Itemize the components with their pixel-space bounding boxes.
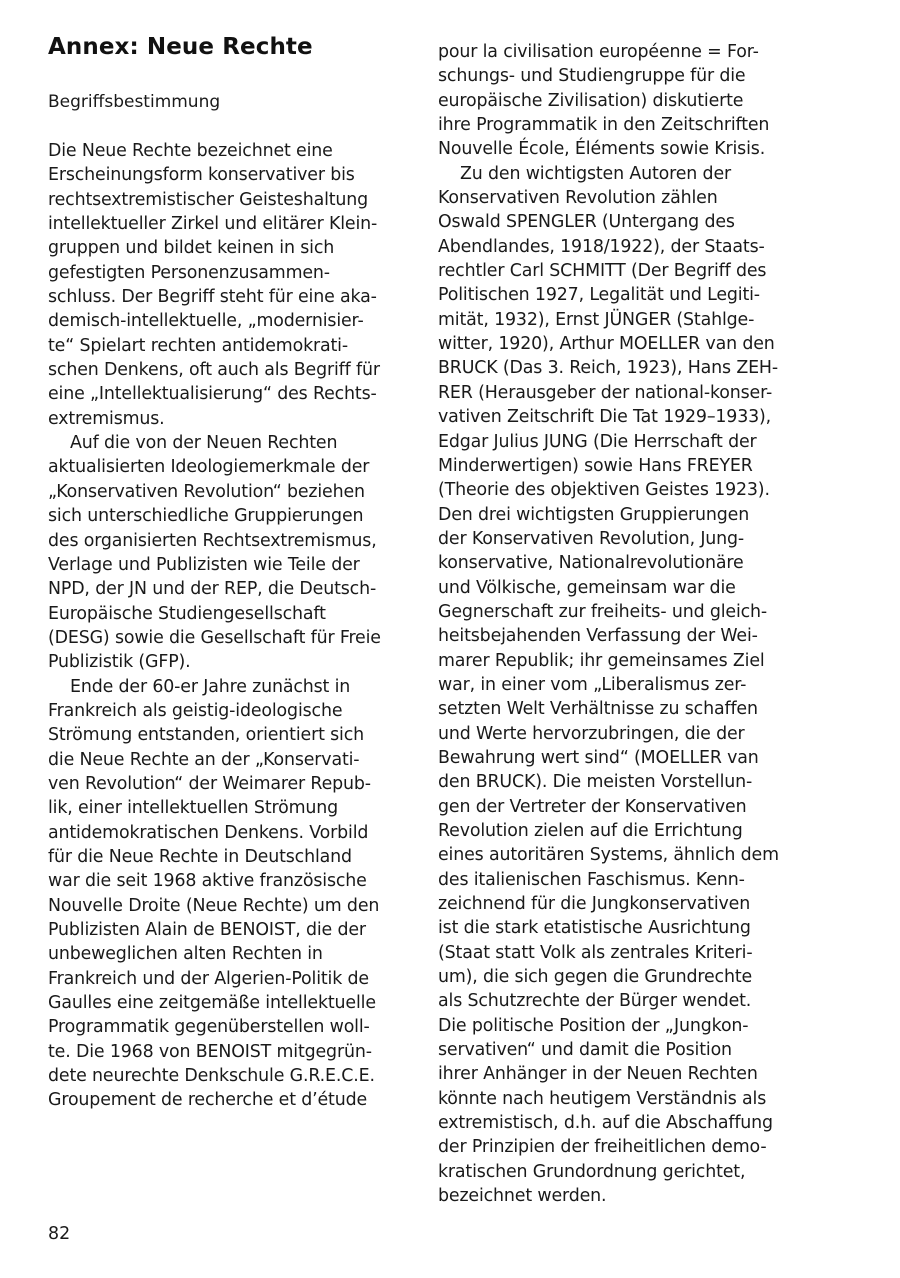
text-line: Verlage und Publizisten wie Teile der (48, 554, 360, 575)
text-line: Nouvelle École, Éléments sowie Krisis. (438, 139, 766, 160)
page-title: Annex: Neue Rechte (48, 34, 313, 60)
text-line: extremismus. (48, 408, 165, 429)
text-line: könnte nach heutigem Verständnis als (438, 1088, 767, 1109)
text-line: Zu den wichtigsten Autoren der (460, 163, 731, 184)
text-line: witter, 1920), Arthur MOELLER van den (438, 334, 775, 355)
page-number: 82 (48, 1224, 71, 1244)
text-line: ist die stark etatistische Ausrichtung (438, 918, 751, 939)
right-column-text (438, 40, 779, 1209)
text-line: Edgar Julius JUNG (Die Herrschaft der (438, 431, 757, 452)
text-line: Gaulles eine zeitgemäße intellektuelle (48, 993, 376, 1014)
text-line: Frankreich als geistig-ideologische (48, 700, 343, 721)
text-line: setzten Welt Verhältnisse zu schaffen (438, 699, 758, 720)
text-line: Groupement de recherche et d’étude (48, 1090, 368, 1111)
text-line: heitsbejahenden Verfassung der Wei- (438, 626, 758, 647)
text-line: sich unterschiedliche Gruppierungen (48, 506, 364, 527)
text-line: für die Neue Rechte in Deutschland (48, 846, 352, 867)
text-line: der Prinzipien der freiheitlichen demo- (438, 1137, 767, 1158)
text-line: des italienischen Faschismus. Kenn- (438, 869, 745, 890)
text-line: des organisierten Rechtsextremismus, (48, 530, 377, 551)
text-line: gefestigten Personenzusammen- (48, 262, 330, 283)
text-line: Auf die von der Neuen Rechten (70, 433, 338, 454)
text-line: bezeichnet werden. (438, 1186, 607, 1207)
text-line: ven Revolution“ der Weimarer Repub- (48, 773, 371, 794)
text-line: „Konservativen Revolution“ beziehen (48, 481, 365, 502)
text-line: die Neue Rechte an der „Konservati- (48, 749, 360, 770)
text-line: Strömung entstanden, orientiert sich (48, 725, 364, 746)
text-line: und Völkische, gemeinsam war die (438, 577, 736, 598)
text-line: antidemokratischen Denkens. Vorbild (48, 822, 369, 843)
text-line: (Theorie des objektiven Geistes 1923). (438, 480, 770, 501)
text-line: demisch-intellektuelle, „modernisier- (48, 311, 364, 332)
text-line: Gegnerschaft zur freiheits- und gleich- (438, 601, 768, 622)
text-line: konservative, Nationalrevolutionäre (438, 553, 744, 574)
text-line: zeichnend für die Jungkonservativen (438, 894, 751, 915)
text-line: Abendlandes, 1918/1922), der Staats- (438, 236, 765, 257)
text-line: (Staat statt Volk als zentrales Kriteri- (438, 942, 753, 963)
text-line: dete neurechte Denkschule G.R.E.C.E. (48, 1066, 375, 1087)
text-line: Europäische Studiengesellschaft (48, 603, 326, 624)
text-line: Politischen 1927, Legalität und Legiti- (438, 285, 760, 306)
text-line: schungs- und Studiengruppe für die (438, 66, 746, 87)
text-line: Die politische Position der „Jungkon- (438, 1015, 749, 1036)
text-line: Frankreich und der Algerien-Politik de (48, 968, 369, 989)
text-line: NPD, der JN und der REP, die Deutsch- (48, 579, 377, 600)
section-subheading: Begriffsbestimmung (48, 92, 221, 112)
text-line: Die Neue Rechte bezeichnet eine (48, 141, 333, 161)
text-line: Revolution zielen auf die Errichtung (438, 821, 743, 841)
text-line: marer Republik; ihr gemeinsames Ziel (438, 650, 765, 671)
text-line: war die seit 1968 aktive französische (48, 871, 367, 892)
text-line: als Schutzrechte der Bürger wendet. (438, 991, 752, 1012)
text-line: extremistisch, d.h. auf die Abschaffung (438, 1113, 773, 1134)
text-line: te“ Spielart rechten antidemokrati- (48, 335, 348, 356)
text-line: pour la civilisation européenne = For- (438, 42, 759, 62)
text-line: schen Denkens, oft auch als Begriff für (48, 360, 380, 381)
text-line: gruppen und bildet keinen in sich (48, 238, 335, 259)
text-line: europäische Zivilisation) diskutierte (438, 90, 744, 111)
text-line: lik, einer intellektuellen Strömung (48, 798, 339, 819)
text-line: rechtsextremistischer Geisteshaltung (48, 189, 369, 210)
text-line: te. Die 1968 von BENOIST mitgegrün- (48, 1041, 372, 1062)
text-line: Erscheinungsform konservativer bis (48, 165, 355, 186)
text-line: und Werte hervorzubringen, die der (438, 723, 745, 744)
text-line: mität, 1932), Ernst JÜNGER (Stahlge- (438, 309, 755, 330)
text-line: Den drei wichtigsten Gruppierungen (438, 504, 750, 525)
text-line: um), die sich gegen die Grundrechte (438, 967, 753, 988)
text-line: Nouvelle Droite (Neue Rechte) um den (48, 895, 380, 916)
text-line: war, in einer vom „Liberalismus zer- (438, 674, 747, 695)
text-line: ihre Programmatik in den Zeitschriften (438, 115, 770, 136)
text-line: eine „Intellektualisierung“ des Rechts- (48, 384, 377, 405)
text-line: BRUCK (Das 3. Reich, 1923), Hans ZEH- (438, 358, 778, 379)
text-line: RER (Herausgeber der national-konser- (438, 382, 773, 403)
text-line: ihrer Anhänger in der Neuen Rechten (438, 1064, 758, 1085)
text-line: Publizisten Alain de BENOIST, die der (48, 920, 366, 940)
text-line: der Konservativen Revolution, Jung- (438, 528, 745, 549)
text-line: kratischen Grundordnung gerichtet, (438, 1161, 746, 1182)
text-line: schluss. Der Begriff steht für eine aka- (48, 287, 377, 308)
text-line: rechtler Carl SCHMITT (Der Begriff des (438, 261, 767, 282)
left-column-text (48, 139, 381, 1113)
text-line: Konservativen Revolution zählen (438, 188, 718, 209)
text-line: Programmatik gegenüberstellen woll- (48, 1017, 370, 1038)
text-line: Publizistik (GFP). (48, 652, 191, 673)
text-line: (DESG) sowie die Gesellschaft für Freie (48, 627, 381, 648)
text-line: Ende der 60-er Jahre zunächst in (70, 676, 351, 697)
text-line: den BRUCK). Die meisten Vorstellun- (438, 772, 753, 793)
text-line: unbeweglichen alten Rechten in (48, 944, 323, 965)
text-line: gen der Vertreter der Konservativen (438, 796, 747, 817)
text-line: servativen“ und damit die Position (438, 1040, 732, 1061)
text-line: eines autoritären Systems, ähnlich dem (438, 845, 779, 866)
text-line: intellektueller Zirkel und elitärer Klein- (48, 214, 378, 235)
text-line: Oswald SPENGLER (Untergang des (438, 212, 735, 233)
text-line: Minderwertigen) sowie Hans FREYER (438, 455, 753, 476)
text-line: vativen Zeitschrift Die Tat 1929–1933), (438, 407, 772, 428)
text-line: aktualisierten Ideologiemerkmale der (48, 457, 370, 478)
text-line: Bewahrung wert sind“ (MOELLER van (438, 747, 759, 768)
